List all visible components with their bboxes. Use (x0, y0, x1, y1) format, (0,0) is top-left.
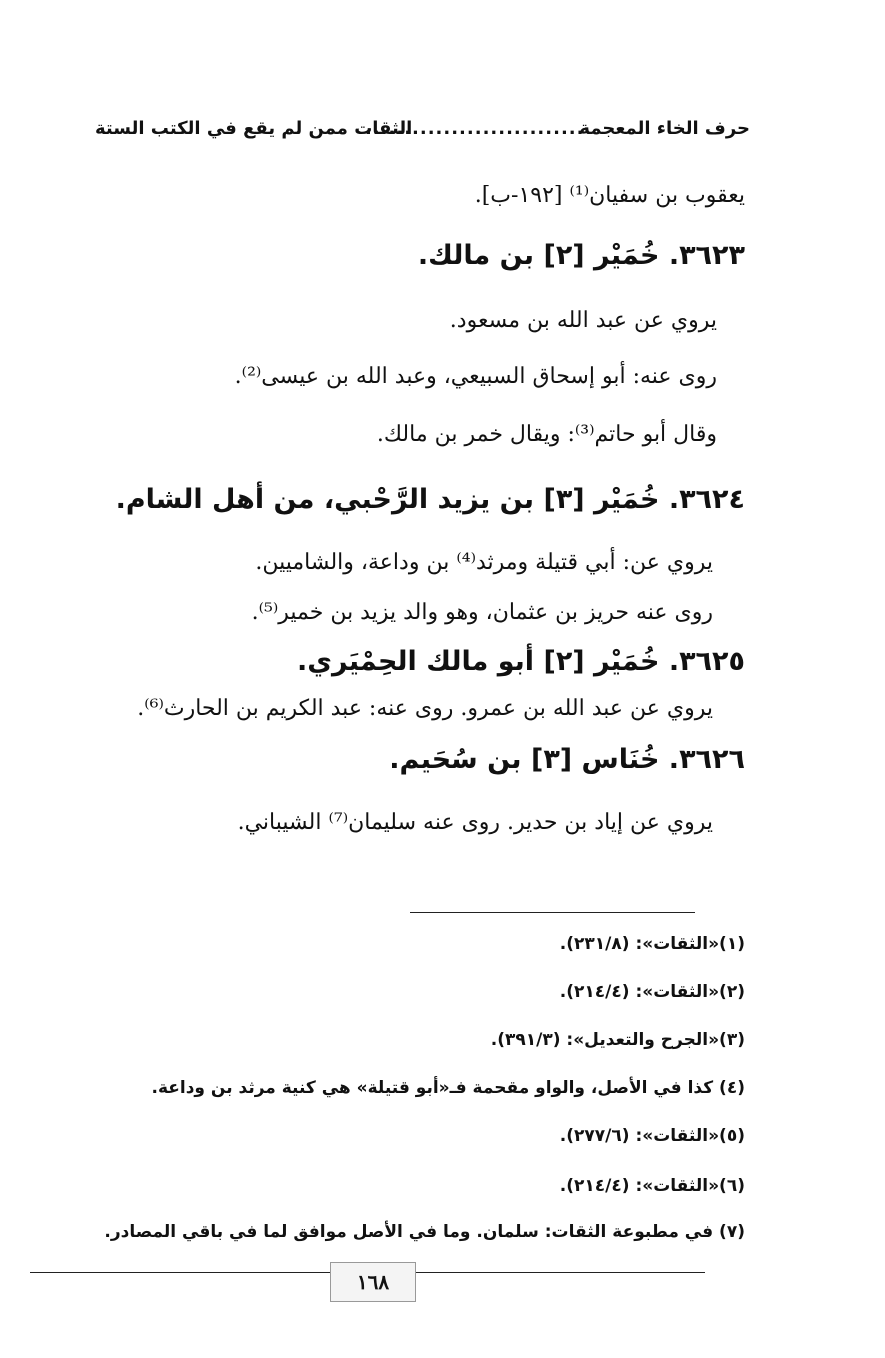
body-line: يعقوب بن سفيان⁽¹⁾ [١٩٢-ب]. (474, 183, 745, 208)
body-line: روى عنه حريز بن عثمان، وهو والد يزيد بن خمير⁽⁵⁾. (251, 600, 713, 625)
footnote: (٣)«الجرح والتعديل»: (٣٩١/٣). (490, 1030, 745, 1050)
body-line: يروي عن: أبي قتيلة ومرثد⁽⁴⁾ بن وداعة، والشاميين. (255, 550, 713, 575)
footnote: (٧) في مطبوعة الثقات: سلمان. وما في الأصل موافق لما في باقي المصادر. (104, 1222, 745, 1242)
body-line: وقال أبو حاتم⁽³⁾: ويقال خمر بن مالك. (376, 422, 717, 447)
header-dots: ............................ (365, 118, 585, 139)
entry-title: ٣٦٢٣. خُمَيْر [٢] بن مالك. (417, 240, 745, 271)
page-number: ١٦٨ (330, 1262, 416, 1302)
footnote: (٤) كذا في الأصل، والواو مقحمة فـ«أبو قتيلة» هي كنية مرثد بن وداعة. (151, 1078, 745, 1098)
body-line: يروي عن عبد الله بن عمرو. روى عنه: عبد الكريم بن الحارث⁽⁶⁾. (137, 696, 713, 721)
footnote: (٦)«الثقات»: (٢١٤/٤). (559, 1176, 745, 1196)
entry-title: ٣٦٢٥. خُمَيْر [٢] أبو مالك الحِمْيَري. (297, 646, 745, 677)
footnote-separator (410, 912, 695, 913)
header-chapter: حرف الخاء المعجمة (579, 118, 750, 139)
entry-title: ٣٦٢٤. خُمَيْر [٣] بن يزيد الرَّحْبي، من أهل الشام. (115, 484, 745, 515)
entry-title: ٣٦٢٦. خُنَاس [٣] بن سُحَيم. (389, 744, 745, 775)
body-line: يروي عن عبد الله بن مسعود. (449, 308, 717, 333)
body-line: يروي عن إياد بن حدير. روى عنه سليمان⁽⁷⁾ الشيباني. (237, 810, 713, 835)
body-line: روى عنه: أبو إسحاق السبيعي، وعبد الله بن عيسى⁽²⁾. (234, 364, 717, 389)
header-book-title: الثقات ممن لم يقع في الكتب الستة (95, 118, 413, 139)
footnote: (١)«الثقات»: (٢٣١/٨). (559, 934, 745, 954)
footnote: (٥)«الثقات»: (٢٧٧/٦). (559, 1126, 745, 1146)
footnote: (٢)«الثقات»: (٢١٤/٤). (559, 982, 745, 1002)
